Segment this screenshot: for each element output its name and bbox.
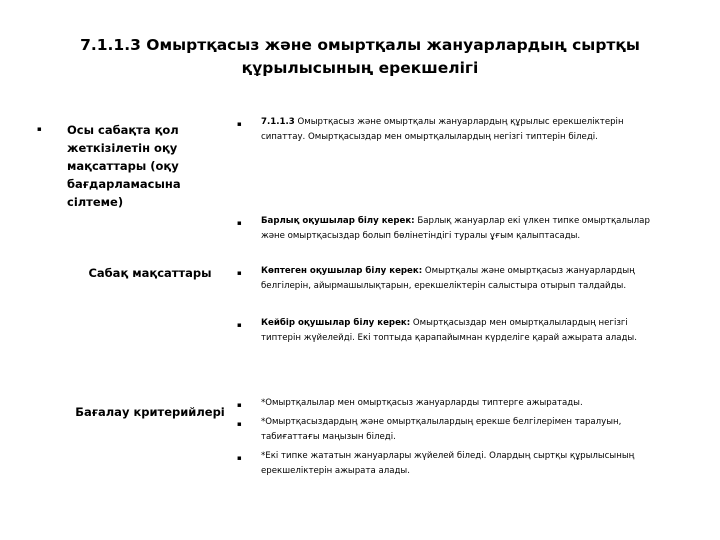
goal-item xyxy=(261,264,666,294)
bullet-icon: ▪ xyxy=(237,321,242,329)
bullet-icon: ▪ xyxy=(37,125,42,133)
criteria-item: *Омыртқалылар мен омыртқасыз жануарларды типтерге ажыратады. xyxy=(261,398,583,408)
goal-lead: Барлық оқушылар білу керек: xyxy=(261,216,415,226)
objective-item xyxy=(261,115,666,145)
bullet-icon: ▪ xyxy=(237,269,242,277)
goal-text: Омыртқасыздар мен омыртқалылардың негізгі типтерін жүйелейді. Екі топтыда қарапайымнан күрделіге қарай ажырата алады. xyxy=(261,318,637,343)
objective-code: 7.1.1.3 xyxy=(261,117,295,127)
assessment-criteria-label: Бағалау критерийлері xyxy=(75,405,225,419)
bullet-icon: ▪ xyxy=(237,454,242,462)
goal-lead: Кейбір оқушылар білу керек: xyxy=(261,318,411,328)
bullet-icon: ▪ xyxy=(237,420,242,428)
objective-text: Омыртқасыз және омыртқалы жануарлардың құрылыс ерекшеліктерін сипаттау. Омыртқасыздар мен омыртқалылардың негізгі типтерін біледі. xyxy=(261,117,624,142)
goal-text: Барлық жануарлар екі үлкен типке омыртқалылар және омыртқасыздар болып бөлінетіндігі туралы ұғым қалыптасады. xyxy=(261,216,650,241)
goal-text: Омыртқалы және омыртқасыз жануарлардың белгілерін, айырмашылықтарын, ерекшеліктерін салыстыра отырып талдайды. xyxy=(261,266,635,291)
goal-item xyxy=(261,316,666,346)
criteria-item: *Екі типке жататын жануарлары жүйелей біледі. Олардың сыртқы құрылысының ерекшеліктерін ажырата алады. xyxy=(261,451,635,476)
bullet-icon: ▪ xyxy=(237,219,242,227)
goal-lead: Көптеген оқушылар білу керек: xyxy=(261,266,423,276)
bullet-icon: ▪ xyxy=(237,401,242,409)
bullet-icon: ▪ xyxy=(237,120,242,128)
goal-item xyxy=(261,214,666,244)
lesson-goals-label: Сабақ мақсаттары xyxy=(88,266,212,280)
criteria-item: *Омыртқасыздардың және омыртқалылардың ерекше белгілерімен таралуын, табиғаттағы маңызын біледі. xyxy=(261,417,622,442)
learning-objectives-label: Осы сабақта қол жеткізілетін оқу мақсаттары (оқу бағдарламасына сілтеме) xyxy=(67,123,181,209)
slide-title: 7.1.1.3 Омыртқасыз және омыртқалы жануарлардың сыртқы құрылысының ерекшелігі xyxy=(80,36,640,77)
